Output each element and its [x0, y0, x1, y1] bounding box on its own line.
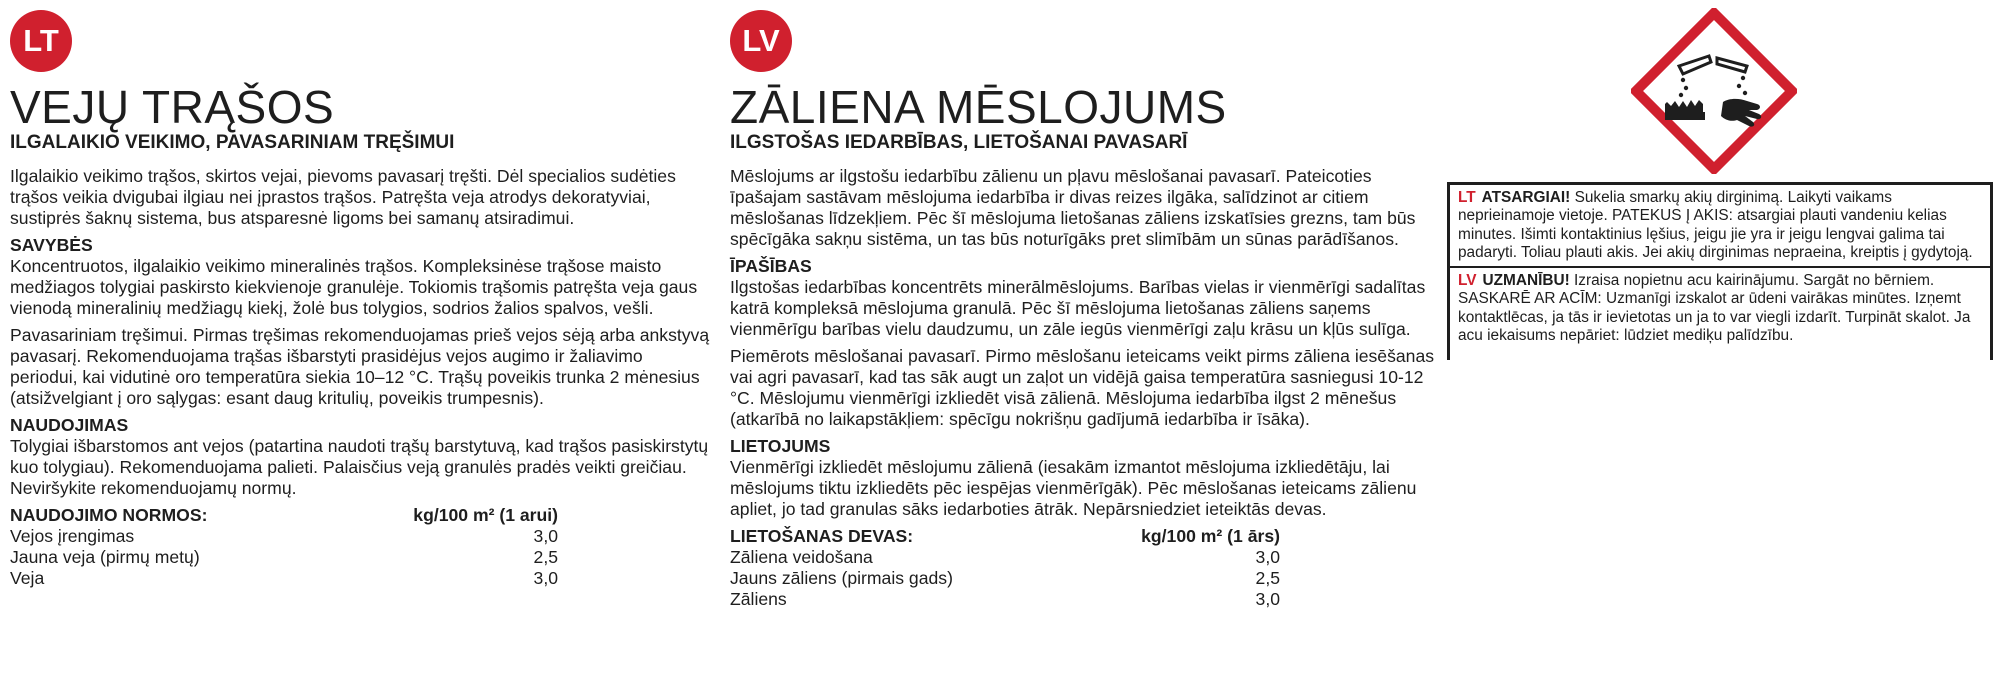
rate-label: Zāliens [730, 589, 787, 609]
lt-language-badge: LT [10, 10, 72, 72]
table-row [730, 547, 1280, 568]
rate-label: Veja [10, 568, 45, 588]
table-row [10, 526, 558, 547]
lv-intro: Mēslojums ar ilgstošu iedarbību zālienu un pļavu mēslošanai pavasarī. Pateicoties īpašajam sastāvam mēslojuma iedarbība ir divas reizes ilgāka, salīdzinot ar citiem mēslošanas līdzekļiem. Pēc šī mēslojuma lietošanas zāliens izskatīsies grezns, tam būs spēcīgāka sakņu sistēma, un tas būs noturīgāks pret slimībām un sūnas parādīšanos. [730, 166, 1416, 249]
warning-lt-code: LT [1458, 189, 1476, 206]
lv-spring-text: Piemērots mēslošanai pavasarī. Pirmo mēslošanu ieteicams veikt pirms zāliena iesēšanas vai agri pavasarī, kad tas sāk augt un zaļot un vidējā gaisa temperatūra sasniegusi 10-12 °C. Mēslojumu vienmērīgi izkliedēt visā zālienā. Mēslojuma iedarbība ilgst 2 mēnešus (atkarībā no laikapstākļiem: spēcīgu nokrišņu gadījumā iedarbība ir īsāka). [730, 346, 1435, 429]
rate-value: 3,0 [1255, 589, 1280, 609]
lt-body [10, 166, 710, 589]
lv-rates-table [730, 526, 1280, 610]
corrosion-icon [1631, 8, 1797, 174]
rate-label: Jauna veja (pirmų metų) [10, 547, 200, 567]
lv-language-badge: LV [730, 10, 792, 72]
rate-label: Jauns zāliens (pirmais gads) [730, 568, 953, 588]
table-row [730, 568, 1280, 589]
lv-properties-text: Ilgstošas iedarbības koncentrēts minerālmēslojums. Barības vielas ir vienmērīgi sadalītas katrā kompleksā mēslojuma granulā. Pēc šī mēslojuma lietošanas zāliens saņems vienmērīgu barības vielu daudzumu, un zāle iegūs vienmērīgi zaļu krāsu un kļūs sulīga. [730, 277, 1426, 339]
warning-lv-keyword: UZMANĪBU! [1482, 272, 1570, 290]
table-row [10, 568, 558, 589]
warning-lt-text: Sukelia smarkų akių dirginimą. Laikyti vaikams neprieinamoje vietoje. PATEKUS Į AKIS: atsargiai plauti vandeniu kelias minutes. Išimti kontaktinius lęšius, jeigu jie yra ir jeigu lengvai galima tai padaryti. Toliau plauti akis. Jei akių dirginimas nepraeina, kreiptis į gydytoją. [1458, 189, 1973, 261]
warning-lv [1450, 268, 1990, 349]
lt-rates-header: NAUDOJIMO NORMOS: [10, 505, 208, 525]
lt-rates-unit: kg/100 m² (1 arui) [413, 505, 558, 525]
table-header-row [730, 526, 1280, 547]
rate-label: Zāliena veidošana [730, 547, 873, 567]
lv-body [730, 166, 1435, 610]
table-row [730, 589, 1280, 610]
rate-label: Vejos įrengimas [10, 526, 135, 546]
lt-properties-text: Koncentruotos, ilgalaikio veikimo mineralinės trąšos. Kompleksinėse trąšose maisto medžiagos tolygiai paskirsto kiekvienoje granulėje. Tokiomis trąšomis patręšta veja gaus vienodą mineralinių medžiagų kiekį, žolė bus tolygios, sodrios žalios spalvos, vešli. [10, 256, 698, 318]
rate-value: 2,5 [533, 547, 558, 567]
warning-lt-keyword: ATSARGIAI! [1481, 189, 1571, 206]
hazard-warning-box [1447, 182, 1993, 360]
warning-lv-text: Izraisa nopietnu acu kairinājumu. Sargāt no bērniem. SASKARĒ AR ACĪM: Uzmanīgi izskalot ar ūdeni vairākas minūtes. Izņemt kontaktlēcas, ja tās ir ievietotas un ja to var viegli izdarīt. Turpināt skalot. Ja acu iekaisums nepāriet: lūdziet mediķu palīdzību. [1458, 272, 1971, 345]
lt-usage-text: Tolygiai išbarstomos ant vejos (patartina naudoti trąšų barstytuvą, kad trąšos pasiskirstytų kuo tolygiau). Rekomenduojama palieti. Palaisčius veją granulės pradės veikti greičiau. Neviršykite rekomenduojamų normų. [10, 436, 709, 498]
lt-rates-table [10, 505, 558, 589]
hazard-diamond [1636, 13, 1792, 169]
rate-value: 3,0 [533, 568, 558, 588]
lt-subtitle: ILGALAIKIO VEIKIMO, PAVASARINIAM TRĘŠIMUI [10, 132, 455, 153]
lt-properties-heading: SAVYBĖS [10, 235, 93, 255]
lv-rates-header: LIETOŠANAS DEVAS: [730, 526, 914, 546]
lv-properties-heading: ĪPAŠĪBAS [730, 256, 812, 276]
lv-usage-text: Vienmērīgi izkliedēt mēslojumu zālienā (iesakām izmantot mēslojuma izkliedētāju, lai mēslojums tiktu izkliedēts pēc iespējas vienmērīgāk). Pēc mēslošanas ieteicams zālienu apliet, jo tad granulas sāks iedarboties ātrāk. Nepārsniedziet ieteiktās devas. [730, 457, 1417, 519]
warning-lt [1450, 185, 1990, 268]
lt-title: VEJŲ TRĄŠOS [10, 81, 335, 133]
table-row [10, 547, 558, 568]
lv-usage-heading: LIETOJUMS [730, 436, 831, 456]
lv-title: ZĀLIENA MĒSLOJUMS [730, 81, 1227, 133]
lt-spring-text: Pavasariniam tręšimui. Pirmas tręšimas rekomenduojamas prieš vejos sėją arba ankstyvą pavasarį. Rekomenduojama trąšas išbarstyti prasidėjus vejos augimo ir žaliavimo periodui, kai vidutinė oro temperatūra siekia 10–12 °C. Trąšų poveikis trunka 2 mėnesius (atsižvelgiant į oro sąlygas: esant daug kritulių, poveikis trumpesnis). [10, 325, 710, 408]
lt-usage-heading: NAUDOJIMAS [10, 415, 129, 435]
rate-value: 2,5 [1255, 568, 1280, 588]
rate-value: 3,0 [533, 526, 558, 546]
table-header-row [10, 505, 558, 526]
lt-intro: Ilgalaikio veikimo trąšos, skirtos vejai, pievoms pavasarį tręšti. Dėl specialios sudėties trąšos veikia dvigubai ilgiau nei įprastos trąšos. Patręšta veja atrodys dekoratyviai, sustiprės šaknų sistema, bus atsparesnė ligoms bei samanų atsiradimui. [10, 166, 676, 228]
warning-lv-code: LV [1458, 272, 1477, 290]
lv-rates-unit: kg/100 m² (1 ārs) [1141, 526, 1280, 546]
lv-subtitle: ILGSTOŠAS IEDARBĪBAS, LIETOŠANAI PAVASARĪ [730, 132, 1188, 153]
rate-value: 3,0 [1255, 547, 1280, 567]
